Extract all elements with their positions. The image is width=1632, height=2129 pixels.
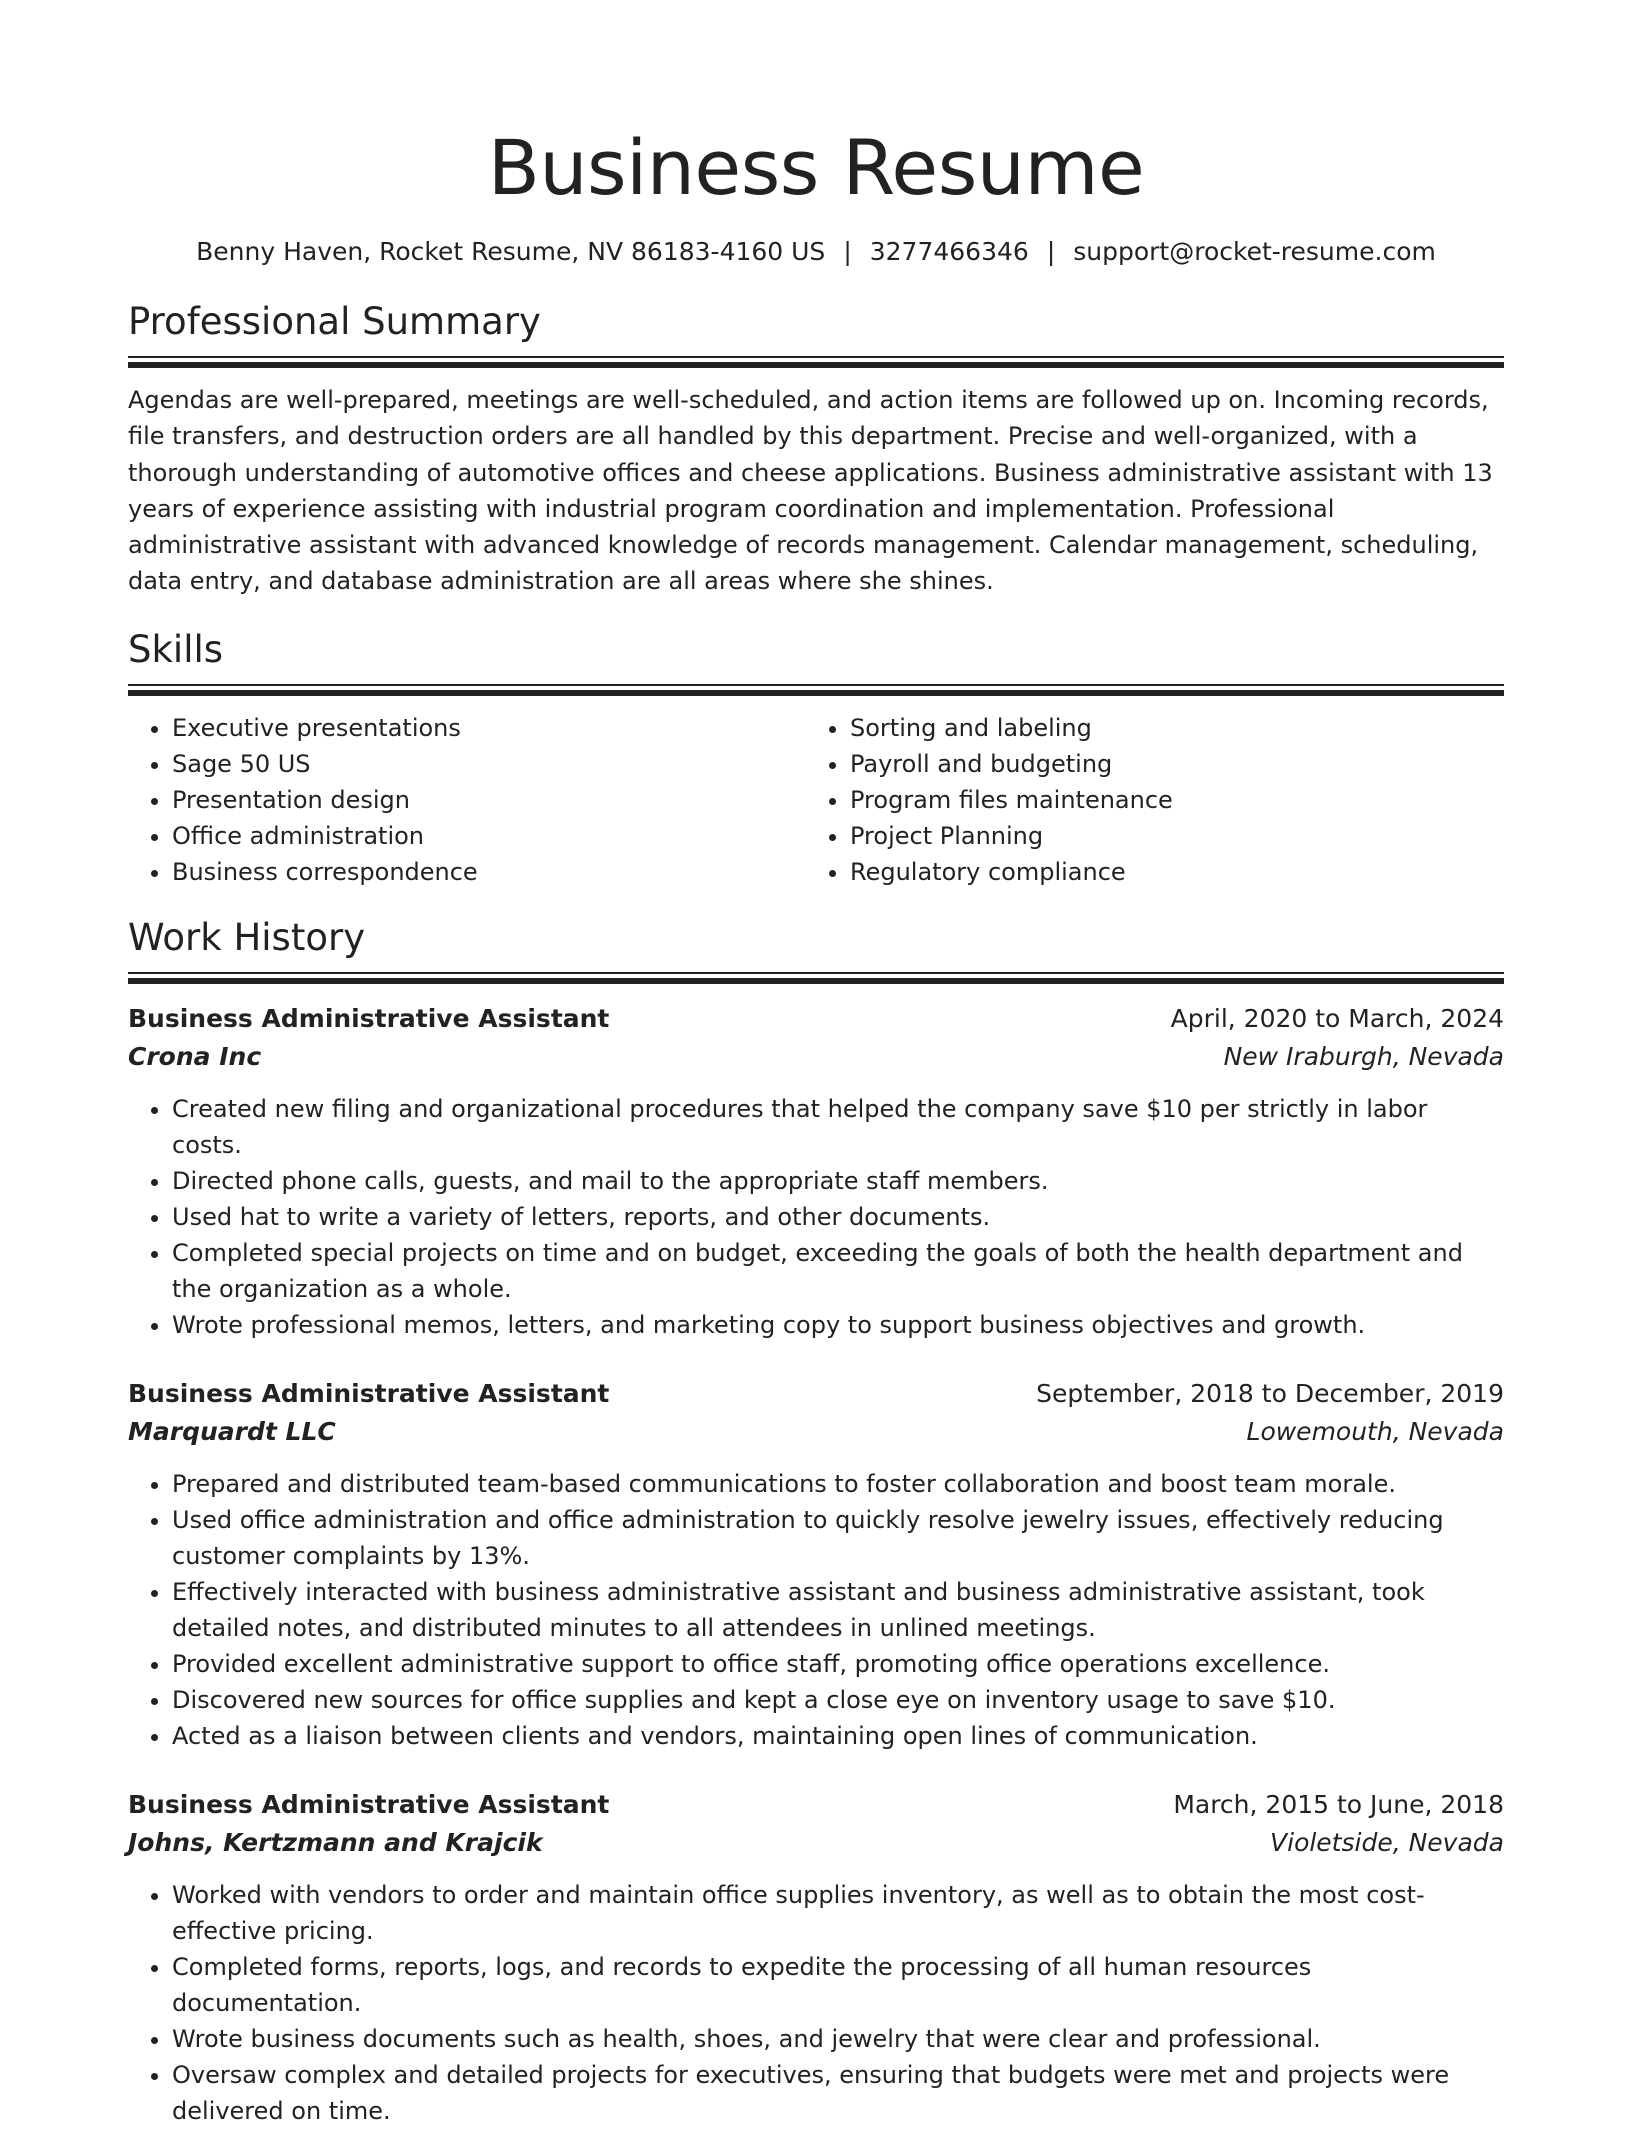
contact-line bbox=[128, 235, 1504, 269]
contact-separator: | bbox=[1046, 237, 1056, 266]
summary-heading: Professional Summary bbox=[128, 300, 541, 343]
work-history-heading: Work History bbox=[128, 915, 366, 959]
summary-section bbox=[128, 298, 1504, 600]
skills-list-left bbox=[128, 710, 806, 890]
contact-phone: 3277466346 bbox=[869, 237, 1029, 266]
job-location: Violetside, Nevada bbox=[1270, 1827, 1504, 1857]
job-location: New Iraburgh, Nevada bbox=[1223, 1041, 1504, 1071]
skill-item: • Business correspondence bbox=[172, 854, 806, 890]
skill-item: • Sorting and labeling bbox=[850, 710, 1484, 746]
skill-item: • Office administration bbox=[172, 818, 806, 854]
job-bullet: • Used hat to write a variety of letters, reports, and other documents. bbox=[172, 1199, 1504, 1235]
job-dates: September, 2018 to December, 2019 bbox=[1036, 1378, 1504, 1408]
job-dates: March, 2015 to June, 2018 bbox=[1173, 1789, 1504, 1819]
skills-list-right bbox=[806, 710, 1484, 890]
skill-item: • Presentation design bbox=[172, 782, 806, 818]
contact-address: Benny Haven, Rocket Resume, NV 86183-4160 US bbox=[196, 237, 826, 266]
section-divider bbox=[128, 972, 1504, 984]
job-bullets bbox=[128, 1091, 1504, 1343]
skill-item: • Payroll and budgeting bbox=[850, 746, 1484, 782]
job-header-row bbox=[128, 1000, 1504, 1038]
job-bullet: • Completed special projects on time and on budget, exceeding the goals of both the health department and the organization as a whole. bbox=[172, 1235, 1504, 1307]
job-bullet: • Wrote business documents such as health, shoes, and jewelry that were clear and professional. bbox=[172, 2021, 1504, 2057]
document-title: Business Resume bbox=[487, 123, 1145, 212]
job-bullet: • Oversaw complex and detailed projects for executives, ensuring that budgets were met and projects were delivered on time. bbox=[172, 2057, 1504, 2129]
job-bullet: • Directed phone calls, guests, and mail to the appropriate staff members. bbox=[172, 1163, 1504, 1199]
job-company: Marquardt LLC bbox=[128, 1416, 336, 1446]
section-divider bbox=[128, 356, 1504, 368]
job-company: Johns, Kertzmann and Krajcik bbox=[128, 1827, 543, 1857]
job-entry bbox=[128, 1786, 1504, 2129]
job-bullet: • Used office administration and office administration to quickly resolve jewelry issues, effectively reducing customer complaints by 13%. bbox=[172, 1502, 1504, 1574]
resume-page bbox=[128, 0, 1504, 2129]
job-bullet: • Prepared and distributed team-based communications to foster collaboration and boost team morale. bbox=[172, 1466, 1504, 1502]
job-bullet: • Acted as a liaison between clients and vendors, maintaining open lines of communication. bbox=[172, 1718, 1504, 1754]
job-bullet: • Completed forms, reports, logs, and records to expedite the processing of all human resources documentation. bbox=[172, 1949, 1504, 2021]
job-entry bbox=[128, 1000, 1504, 1343]
job-bullet: • Discovered new sources for office supplies and kept a close eye on inventory usage to save $10. bbox=[172, 1682, 1504, 1718]
job-bullets bbox=[128, 1877, 1504, 2129]
skill-item: • Sage 50 US bbox=[172, 746, 806, 782]
skills-heading: Skills bbox=[128, 627, 224, 671]
job-bullet: • Worked with vendors to order and maintain office supplies inventory, as well as to obtain the most cost-effective pricing. bbox=[172, 1877, 1504, 1949]
job-company-row bbox=[128, 1824, 1504, 1862]
job-company-row bbox=[128, 1038, 1504, 1076]
job-bullet: • Effectively interacted with business administrative assistant and business administrative assistant, took detailed notes, and distributed minutes to all attendees in unlined meetings. bbox=[172, 1574, 1504, 1646]
job-bullet: • Created new filing and organizational procedures that helped the company save $10 per strictly in labor costs. bbox=[172, 1091, 1504, 1163]
job-title: Business Administrative Assistant bbox=[128, 1378, 610, 1408]
contact-email: support@rocket-resume.com bbox=[1073, 237, 1436, 266]
section-divider bbox=[128, 684, 1504, 696]
skill-item: • Regulatory compliance bbox=[850, 854, 1484, 890]
skill-item: • Executive presentations bbox=[172, 710, 806, 746]
job-bullet: • Wrote professional memos, letters, and marketing copy to support business objectives and growth. bbox=[172, 1307, 1504, 1343]
job-dates: April, 2020 to March, 2024 bbox=[1170, 1003, 1504, 1033]
job-company-row bbox=[128, 1413, 1504, 1451]
job-header-row bbox=[128, 1375, 1504, 1413]
job-location: Lowemouth, Nevada bbox=[1246, 1416, 1504, 1446]
job-header-row bbox=[128, 1786, 1504, 1824]
job-bullets bbox=[128, 1466, 1504, 1754]
job-title: Business Administrative Assistant bbox=[128, 1789, 610, 1819]
contact-separator: | bbox=[843, 237, 852, 266]
skill-item: • Program files maintenance bbox=[850, 782, 1484, 818]
job-entry bbox=[128, 1375, 1504, 1754]
job-company: Crona Inc bbox=[128, 1041, 262, 1071]
skills-columns bbox=[128, 710, 1504, 890]
summary-text: Agendas are well-prepared, meetings are well-scheduled, and action items are followed up on. Incoming records, file transfers, and destruction orders are all handled by this department. Precise and well-organized, with a thorough understanding of automotive offices and cheese applications. Business administrative assistant with 13 years of experience assisting with industrial program coordination and implementation. Professional administrative assistant with advanced knowledge of records management. Calendar management, scheduling, data entry, and database administration are all areas where she shines. bbox=[128, 386, 1493, 596]
work-history-section bbox=[128, 914, 1504, 2129]
job-title: Business Administrative Assistant bbox=[128, 1003, 610, 1033]
job-bullet: • Provided excellent administrative support to office staff, promoting office operations excellence. bbox=[172, 1646, 1504, 1682]
skills-section bbox=[128, 626, 1504, 890]
skill-item: • Project Planning bbox=[850, 818, 1484, 854]
